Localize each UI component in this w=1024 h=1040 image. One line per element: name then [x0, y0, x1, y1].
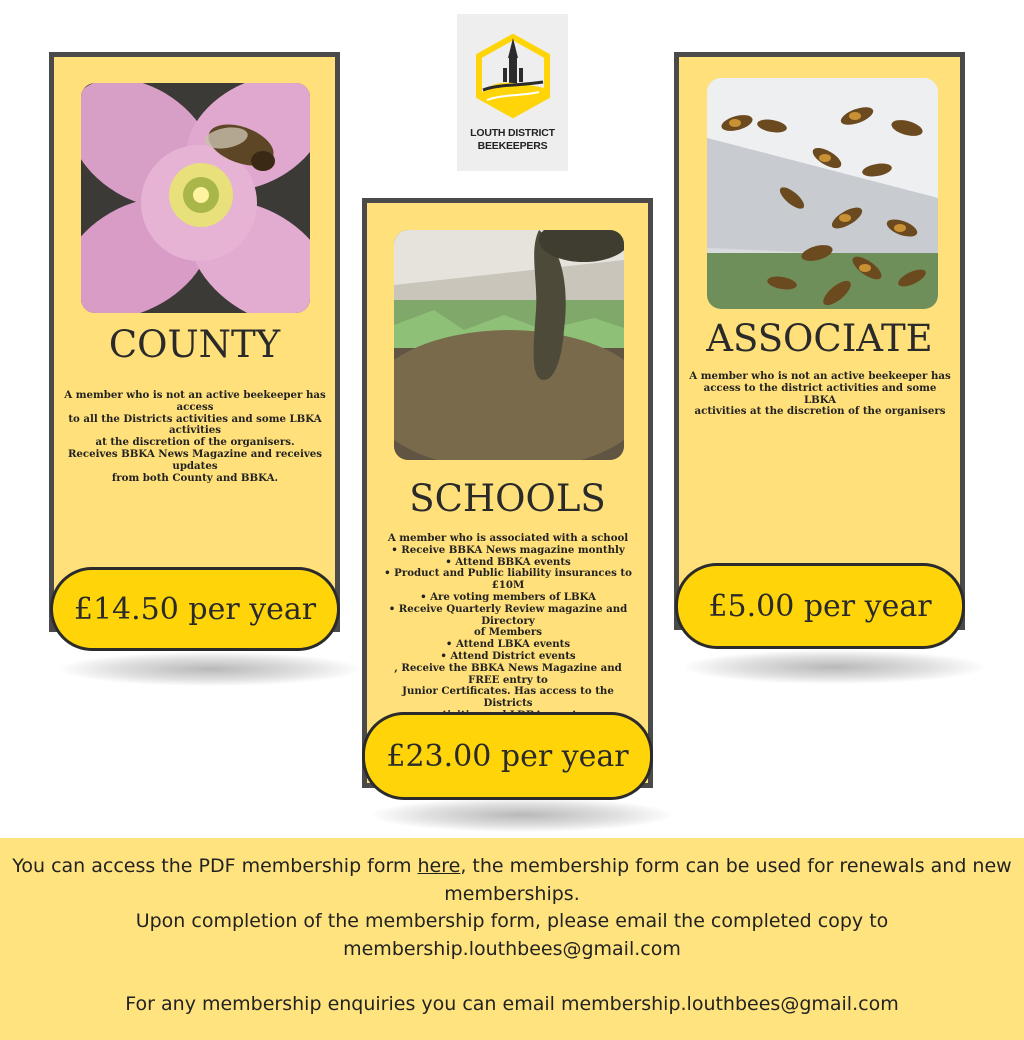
schools-desc-line: • Attend District events	[440, 649, 576, 662]
schools-desc-line: • Receive Quarterly Review magazine and Directory	[388, 602, 628, 627]
hive-church-logo-icon	[473, 34, 553, 124]
county-desc-line: at the discretion of the organisers.	[95, 436, 295, 449]
logo[interactable]	[457, 14, 568, 171]
pdf-form-link[interactable]: here	[417, 855, 461, 877]
associate-description	[689, 371, 951, 418]
associate-card-shadow	[684, 650, 984, 684]
associate-desc-line: access to the district activities and some LBKA	[703, 381, 937, 406]
schools-desc-line: • Attend BBKA events	[445, 555, 571, 568]
associate-title: ASSOCIATE	[706, 317, 933, 360]
schools-desc-line: • Attend LBKA events	[445, 638, 571, 651]
schools-card-shadow	[372, 798, 672, 832]
footer-email-1: membership.louthbees@gmail.com	[343, 937, 681, 960]
county-desc-line: from both County and BBKA.	[111, 471, 279, 484]
schools-description	[377, 533, 639, 722]
county-card	[49, 52, 340, 632]
schools-desc-line: Junior Certificates. Has access to the Districts	[402, 685, 614, 710]
logo-text-line1: LOUTH DISTRICT	[470, 127, 555, 139]
footer-text-before-link: You can access the PDF membership form	[12, 855, 418, 877]
membership-info-footer	[0, 838, 1024, 1040]
county-desc-line: Receives BBKA News Magazine and receives updates	[67, 447, 323, 472]
footer-line-2: memberships.	[444, 882, 580, 905]
schools-desc-line: • Product and Public liability insurances to £10M	[384, 567, 632, 592]
bee-swarm-image-icon	[394, 230, 624, 460]
associate-desc-line: activities at the discretion of the organisers	[694, 405, 946, 418]
associate-card	[674, 52, 965, 630]
associate-photo	[707, 78, 938, 309]
flower-bee-image-icon	[81, 83, 310, 313]
bees-on-hive-image-icon	[707, 78, 938, 309]
schools-title: SCHOOLS	[409, 477, 606, 520]
schools-desc-line: • Are voting members of LBKA	[420, 590, 596, 603]
schools-desc-line: A member who is associated with a school	[387, 532, 629, 544]
county-photo	[81, 83, 310, 313]
county-card-shadow	[60, 652, 360, 686]
schools-desc-line: • Receive BBKA News magazine monthly	[391, 543, 625, 556]
county-desc-line: to all the Districts activities and some LBKA activities	[68, 412, 322, 437]
associate-desc-line: A member who is not an active beekeeper has	[689, 370, 951, 382]
schools-price-button[interactable]: £23.00 per year	[362, 712, 653, 800]
footer-line-5: For any membership enquiries you can email membership.louthbees@gmail.com	[125, 993, 899, 1015]
logo-text-line2: BEEKEEPERS	[477, 140, 548, 152]
county-title: COUNTY	[108, 323, 281, 366]
county-desc-line: A member who is not an active beekeeper has access	[64, 389, 326, 413]
schools-desc-line: of Members	[474, 626, 542, 639]
footer-line-3: Upon completion of the membership form, please email the completed copy to	[135, 910, 889, 932]
county-price-button[interactable]: £14.50 per year	[50, 567, 340, 651]
associate-price-button[interactable]: £5.00 per year	[675, 563, 965, 649]
schools-desc-line: , Receive the BBKA News Magazine and FREE entry to	[394, 661, 622, 686]
schools-photo	[394, 230, 624, 460]
footer-text-after-link: , the membership form can be used for renewals and new	[460, 855, 1012, 877]
footer-line-1	[0, 853, 1024, 881]
county-description	[64, 390, 326, 484]
schools-card	[362, 198, 653, 788]
